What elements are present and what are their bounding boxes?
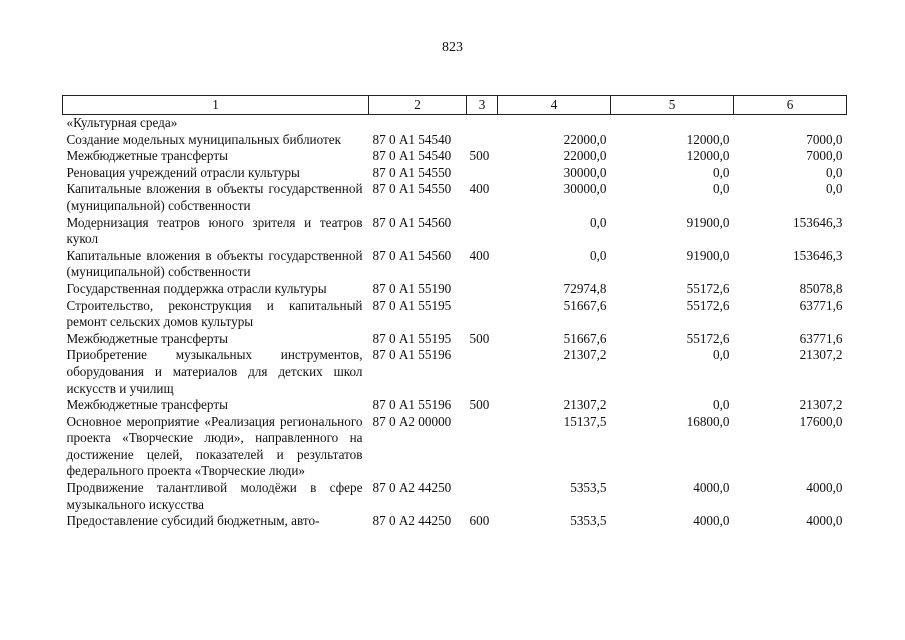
budget-table <box>62 95 847 530</box>
table-header-row <box>63 96 847 115</box>
row-value-5: 55172,6 <box>686 297 730 313</box>
row-value-6: 4000,0 <box>806 480 843 496</box>
row-value-4: 21307,2 <box>563 347 607 363</box>
row-value-5: 0,0 <box>713 347 730 363</box>
column-header-1: 1 <box>63 96 369 115</box>
row-code: 87 0 А1 54540 <box>372 148 452 164</box>
row-expense-type: 500 <box>469 148 490 164</box>
row-value-6: 63771,6 <box>799 297 843 313</box>
row-value-6: 17600,0 <box>799 413 843 429</box>
table-row <box>63 414 847 480</box>
table-row <box>63 281 847 298</box>
row-expense-type <box>467 132 498 149</box>
row-value-5: 91900,0 <box>686 214 730 230</box>
row-name: Продвижение талантливой молодёжи в сфере музыкального искусства <box>66 480 363 512</box>
row-value-6: 7000,0 <box>806 148 843 164</box>
row-value-4: 0,0 <box>590 214 607 230</box>
row-value-6: 0,0 <box>826 181 843 197</box>
column-header-5: 5 <box>611 96 734 115</box>
row-code: 87 0 А1 55196 <box>372 347 452 363</box>
table-row <box>63 513 847 530</box>
column-header-3: 3 <box>467 96 498 115</box>
table-row <box>63 397 847 414</box>
row-expense-type <box>467 281 498 298</box>
row-value-5: 0,0 <box>713 397 730 413</box>
row-name: Реновация учреждений отрасли культуры <box>66 164 300 180</box>
row-name: Капитальные вложения в объекты государственной (муниципальной) собственности <box>66 247 363 280</box>
row-value-5: 4000,0 <box>693 480 730 496</box>
row-value-5: 0,0 <box>713 181 730 197</box>
row-value-4: 22000,0 <box>563 148 607 164</box>
row-value-5 <box>611 115 734 132</box>
row-expense-type <box>467 215 498 248</box>
page-number: 823 <box>442 40 463 55</box>
row-value-4: 30000,0 <box>563 181 607 197</box>
row-value-6: 4000,0 <box>806 513 843 529</box>
row-name: «Культурная среда» <box>66 115 178 130</box>
row-value-5: 0,0 <box>713 164 730 180</box>
table-row <box>63 148 847 165</box>
row-value-6: 153646,3 <box>793 214 843 230</box>
row-value-5: 4000,0 <box>693 513 730 529</box>
table-row <box>63 215 847 248</box>
row-value-6: 153646,3 <box>793 247 843 263</box>
row-expense-type <box>467 347 498 397</box>
row-value-6: 0,0 <box>826 164 843 180</box>
row-value-5: 16800,0 <box>686 413 730 429</box>
row-value-6: 63771,6 <box>799 330 843 346</box>
row-code: 87 0 А1 54560 <box>372 214 452 230</box>
row-value-5: 55172,6 <box>686 280 730 296</box>
row-value-6: 7000,0 <box>806 131 843 147</box>
row-value-4: 0,0 <box>590 247 607 263</box>
row-value-6: 21307,2 <box>799 397 843 413</box>
row-expense-type <box>467 165 498 182</box>
row-name: Межбюджетные трансферты <box>66 330 228 346</box>
row-value-5: 91900,0 <box>686 247 730 263</box>
row-value-4: 21307,2 <box>563 397 607 413</box>
row-name: Приобретение музыкальных инструментов, оборудования и материалов для детских школ искусств и училищ <box>66 347 363 396</box>
row-value-4: 5353,5 <box>570 513 607 529</box>
row-expense-type: 500 <box>469 397 490 413</box>
row-value-4: 51667,6 <box>563 330 607 346</box>
row-code: 87 0 А1 55195 <box>372 297 452 313</box>
row-name: Государственная поддержка отрасли культуры <box>66 280 327 296</box>
row-name: Межбюджетные трансферты <box>66 397 228 413</box>
row-name: Капитальные вложения в объекты государственной (муниципальной) собственности <box>66 181 363 213</box>
row-code <box>369 115 467 132</box>
row-value-6: 85078,8 <box>799 280 843 296</box>
row-value-4: 22000,0 <box>563 131 607 147</box>
row-code: 87 0 А1 55195 <box>372 330 452 346</box>
row-code: 87 0 А1 54560 <box>372 247 452 263</box>
table-row <box>63 132 847 149</box>
row-value-5: 12000,0 <box>686 148 730 164</box>
row-code: 87 0 А1 54540 <box>372 131 452 147</box>
row-name: Строительство, реконструкция и капитальный ремонт сельских домов культуры <box>66 297 363 330</box>
row-expense-type: 400 <box>469 247 490 263</box>
column-header-6: 6 <box>734 96 847 115</box>
row-value-6 <box>734 115 847 132</box>
table-row <box>63 480 847 513</box>
column-header-2: 2 <box>369 96 467 115</box>
row-expense-type <box>467 480 498 513</box>
row-code: 87 0 А1 55196 <box>372 397 452 413</box>
table-row <box>63 115 847 132</box>
table-row <box>63 298 847 331</box>
table-row <box>63 181 847 214</box>
row-value-4: 5353,5 <box>570 480 607 496</box>
row-code: 87 0 А1 54550 <box>372 164 452 180</box>
row-value-6: 21307,2 <box>799 347 843 363</box>
row-name: Предоставление субсидий бюджетным, авто- <box>66 513 320 529</box>
row-value-4: 30000,0 <box>563 164 607 180</box>
row-code: 87 0 А1 55190 <box>372 280 452 296</box>
table-row <box>63 165 847 182</box>
row-name: Межбюджетные трансферты <box>66 148 228 164</box>
row-value-5: 55172,6 <box>686 330 730 346</box>
row-value-4: 51667,6 <box>563 297 607 313</box>
row-expense-type: 500 <box>469 330 490 346</box>
row-code: 87 0 А2 44250 <box>372 513 452 529</box>
row-expense-type <box>467 115 498 132</box>
table-row <box>63 248 847 281</box>
row-name: Модернизация театров юного зрителя и театров кукол <box>66 214 363 247</box>
row-expense-type <box>467 298 498 331</box>
table-row <box>63 331 847 348</box>
row-name: Создание модельных муниципальных библиотек <box>66 131 342 147</box>
row-expense-type: 400 <box>469 181 490 197</box>
row-value-4: 15137,5 <box>563 413 607 429</box>
row-code: 87 0 А2 00000 <box>372 413 452 429</box>
row-code: 87 0 А1 54550 <box>372 181 452 197</box>
row-value-4: 72974,8 <box>563 280 607 296</box>
row-value-4 <box>498 115 611 132</box>
column-header-4: 4 <box>498 96 611 115</box>
row-name: Основное мероприятие «Реализация регионального проекта «Творческие люди», направленного на достижение целей, показателей и результатов федерального проекта «Творческие люди» <box>66 413 363 479</box>
row-code: 87 0 А2 44250 <box>372 480 452 496</box>
row-value-5: 12000,0 <box>686 131 730 147</box>
table-row <box>63 347 847 397</box>
row-expense-type: 600 <box>469 513 490 529</box>
row-expense-type <box>467 414 498 480</box>
